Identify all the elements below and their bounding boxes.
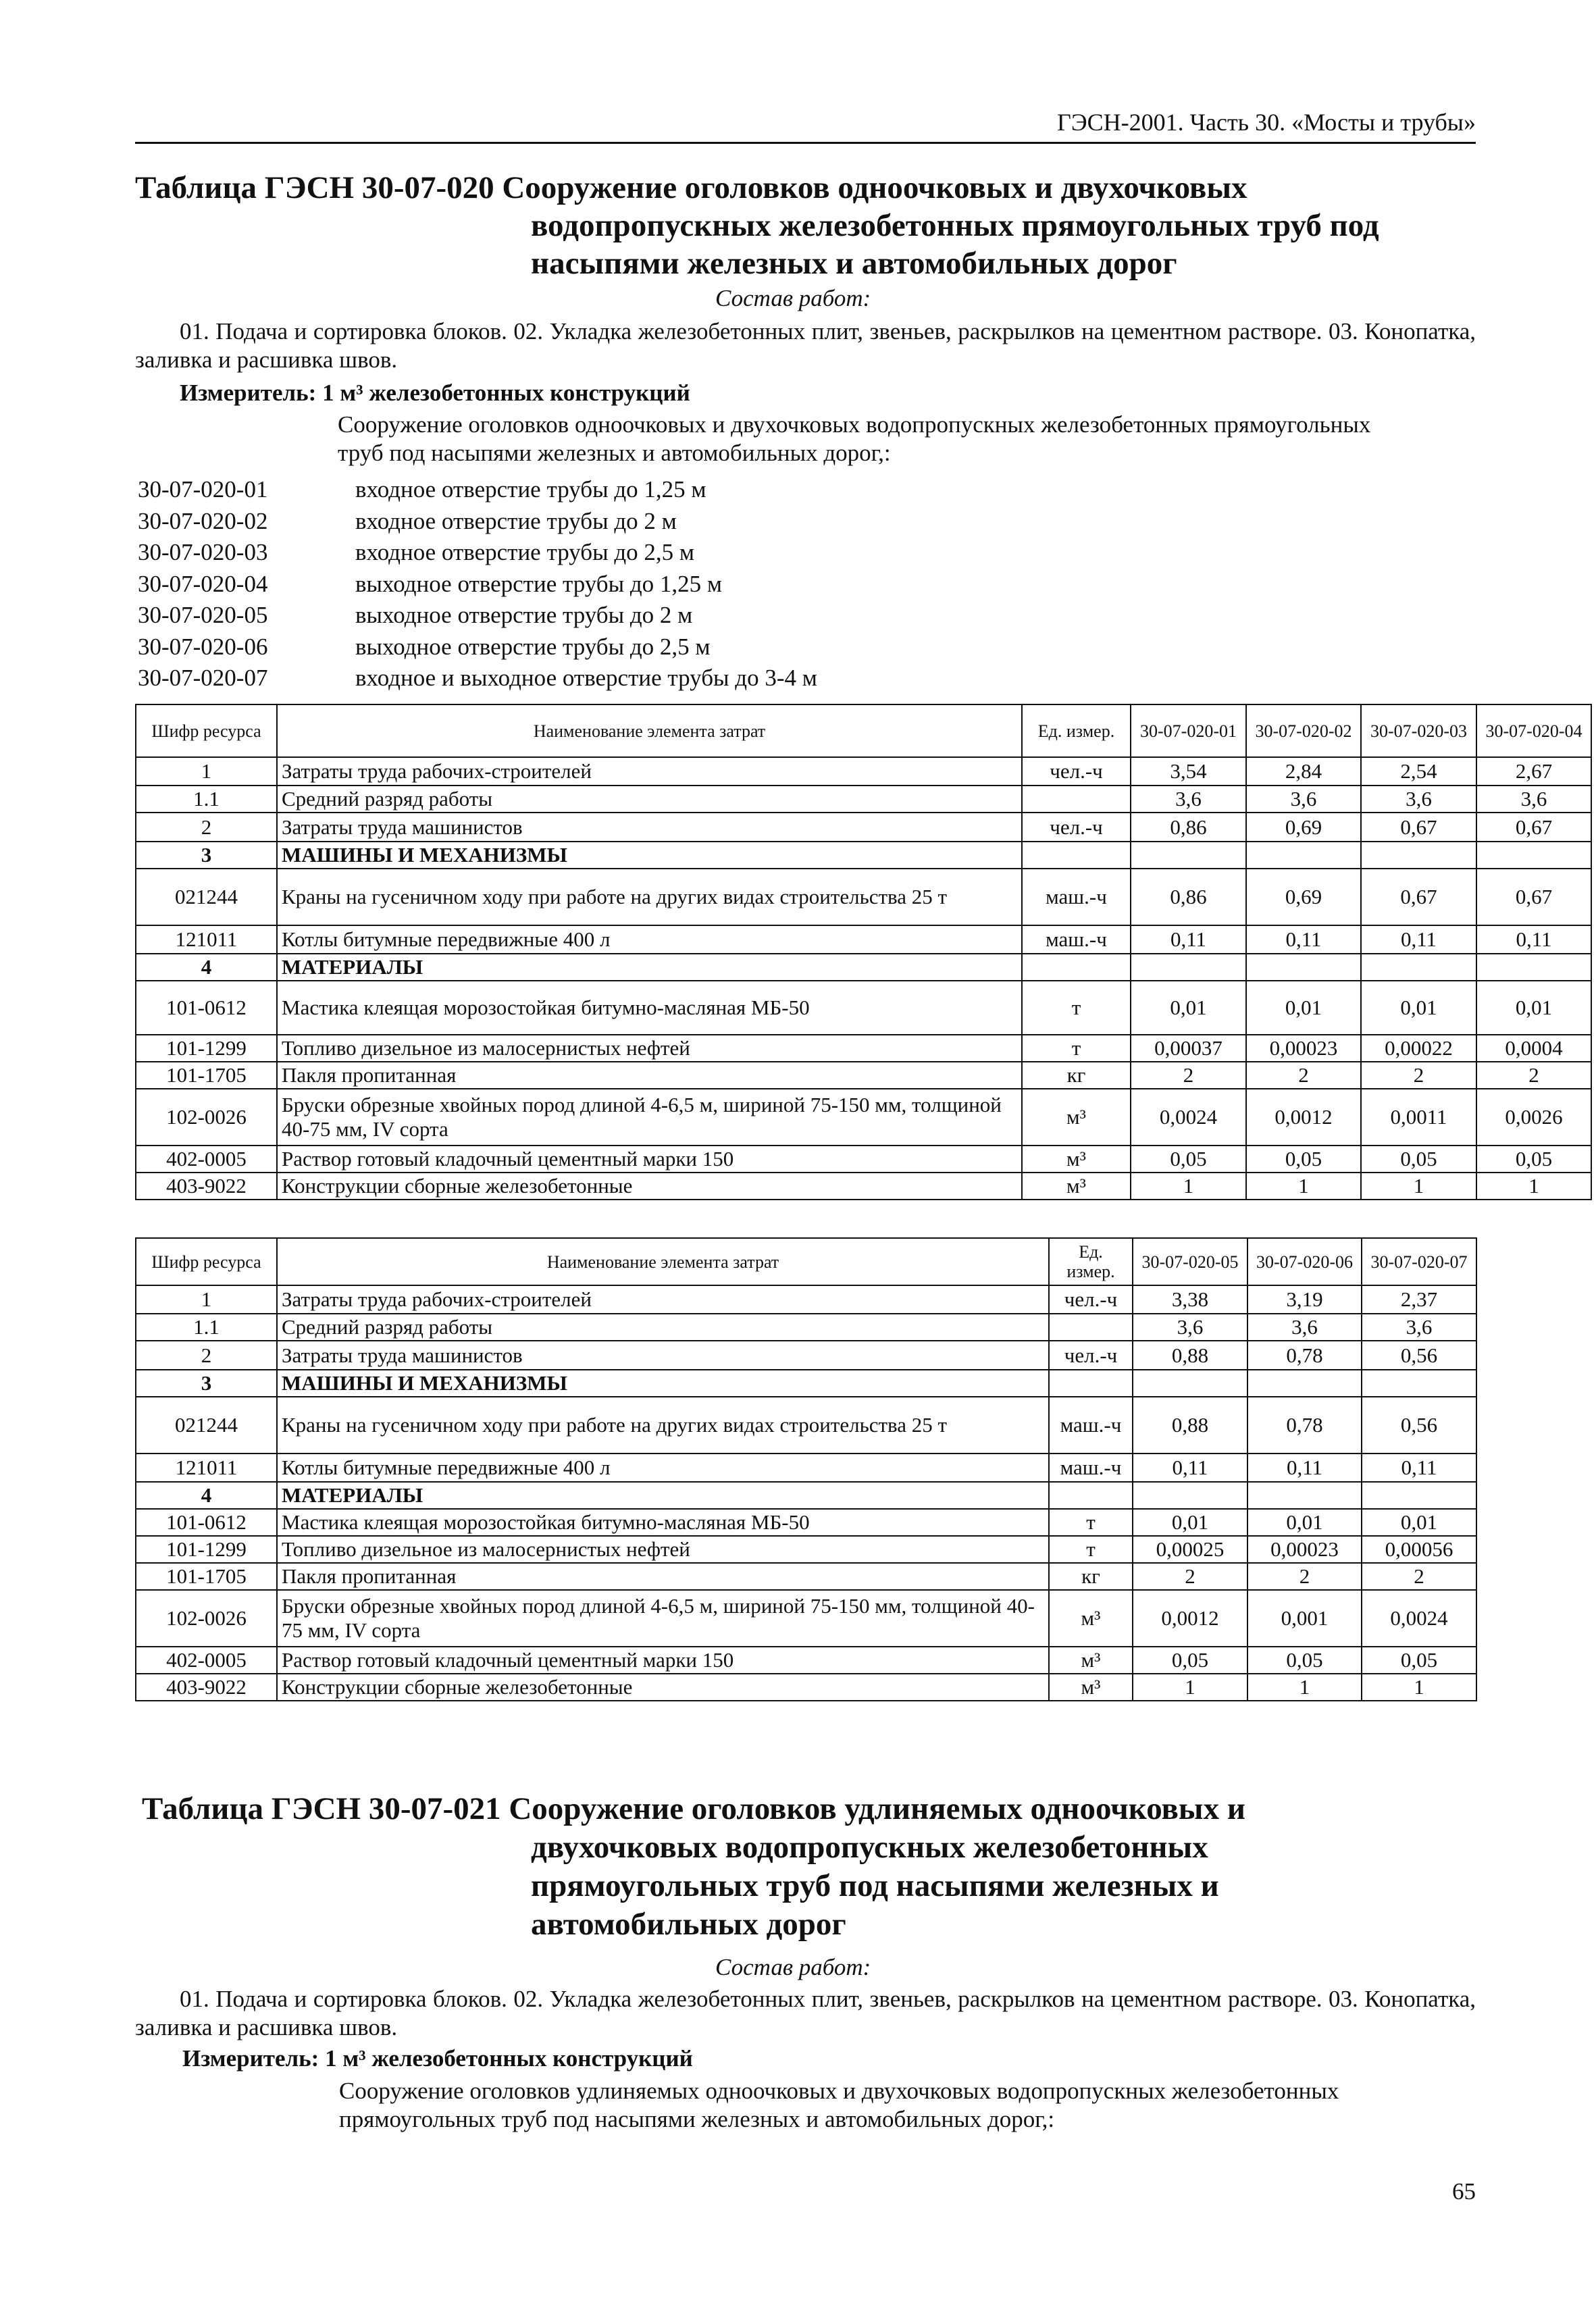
norm-value-cell: 0,05: [1133, 1647, 1247, 1674]
resource-code-cell: 021244: [136, 869, 277, 925]
cost-element-cell: Бруски обрезные хвойных пород длиной 4-6,5 м, шириной 75-150 мм, толщиной 40-75 мм, IV сорта: [277, 1089, 1022, 1146]
norm-value-cell: [1362, 1370, 1476, 1397]
unit-cell: м³: [1049, 1647, 1133, 1674]
norm-value-cell: 1: [1247, 1674, 1362, 1701]
norm-value-cell: 0,00037: [1131, 1035, 1246, 1062]
norm-value-cell: 0,56: [1362, 1341, 1476, 1370]
cost-element-cell: Краны на гусеничном ходу при работе на других видах строительства 25 т: [277, 869, 1022, 925]
table-row: [136, 1647, 1476, 1674]
table-row: [136, 786, 1591, 813]
cost-element-cell: Пакля пропитанная: [277, 1563, 1049, 1590]
norm-value-cell: 3,6: [1246, 786, 1361, 813]
resource-code-cell: 403-9022: [136, 1173, 277, 1200]
unit-cell: м³: [1022, 1089, 1131, 1146]
norm-value-cell: 0,01: [1131, 981, 1246, 1035]
resource-code-cell: 2: [136, 813, 277, 842]
code-list-item: 30-07-020-05 выходное отверстие трубы до 2 м: [138, 602, 693, 628]
norm-value-cell: 2: [1361, 1062, 1476, 1089]
table-020-work-label: Состав работ:: [715, 285, 871, 311]
table-row: [136, 1314, 1476, 1341]
cost-element-cell: Котлы битумные передвижные 400 л: [277, 1454, 1049, 1482]
unit-cell: маш.-ч: [1022, 869, 1131, 925]
norm-value-cell: 3,6: [1361, 786, 1476, 813]
header-norm-code: 30-07-020-04: [1476, 704, 1591, 757]
norm-value-cell: 0,01: [1246, 981, 1361, 1035]
norm-value-cell: 0,11: [1476, 925, 1591, 954]
resource-code-cell: 403-9022: [136, 1674, 277, 1701]
table-row: [136, 1397, 1476, 1454]
table-020-work-text: 01. Подача и сортировка блоков. 02. Укладка железобетонных плит, звеньев, раскрылков на цементном растворе. 03. Конопатка, заливка и расшивка швов.: [135, 318, 1476, 373]
resource-code-cell: 102-0026: [136, 1590, 277, 1647]
cost-element-cell: Бруски обрезные хвойных пород длиной 4-6,5 м, шириной 75-150 мм, толщиной 40-75 мм, IV сорта: [277, 1590, 1049, 1647]
norm-value-cell: 2,84: [1246, 757, 1361, 786]
norm-value-cell: 0,78: [1247, 1397, 1362, 1454]
norm-value-cell: [1361, 842, 1476, 869]
norm-value-cell: 0,01: [1247, 1509, 1362, 1536]
unit-cell: [1049, 1370, 1133, 1397]
norm-value-cell: 0,88: [1133, 1341, 1247, 1370]
table-row: [136, 1674, 1476, 1701]
cost-element-cell: Затраты труда рабочих-строителей: [277, 1285, 1049, 1314]
norm-value-cell: 0,78: [1247, 1341, 1362, 1370]
code-list-item: 30-07-020-07 входное и выходное отверстие трубы до 3-4 м: [138, 665, 817, 691]
table-020-description: Сооружение оголовков одноочковых и двухочковых водопропускных железобетонных прямоугольных труб под насыпями железных и автомобильных дорог,:: [338, 411, 1371, 466]
norm-value-cell: 0,00056: [1362, 1536, 1476, 1563]
norm-value-cell: 0,11: [1362, 1454, 1476, 1482]
norm-value-cell: 1: [1246, 1173, 1361, 1200]
table-021-title: [142, 1790, 1476, 1945]
table-section-row: [136, 1370, 1476, 1397]
norm-value-cell: 0,86: [1131, 813, 1246, 842]
norm-value-cell: 0,11: [1361, 925, 1476, 954]
norm-value-cell: 3,6: [1247, 1314, 1362, 1341]
cost-element-cell: Конструкции сборные железобетонные: [277, 1173, 1022, 1200]
norm-value-cell: 0,01: [1133, 1509, 1247, 1536]
cost-element-cell: Раствор готовый кладочный цементный марки 150: [277, 1146, 1022, 1173]
unit-cell: маш.-ч: [1022, 925, 1131, 954]
unit-cell: м³: [1049, 1590, 1133, 1647]
header-norm-code: 30-07-020-05: [1133, 1238, 1247, 1285]
norm-value-cell: [1362, 1482, 1476, 1509]
header-unit: Ед. измер.: [1022, 704, 1131, 757]
table-020-code-list: [138, 476, 1151, 696]
norm-value-cell: 2,37: [1362, 1285, 1476, 1314]
unit-cell: кг: [1022, 1062, 1131, 1089]
resource-table-1: [135, 704, 1592, 1200]
norm-value-cell: 0,0011: [1361, 1089, 1476, 1146]
unit-cell: м³: [1049, 1674, 1133, 1701]
norm-value-cell: 2: [1133, 1563, 1247, 1590]
norm-value-cell: 0,11: [1131, 925, 1246, 954]
table-row: [136, 813, 1591, 842]
header-norm-code: 30-07-020-02: [1246, 704, 1361, 757]
code-list-item: 30-07-020-04 выходное отверстие трубы до 1,25 м: [138, 570, 723, 597]
norm-value-cell: [1133, 1370, 1247, 1397]
table-row: [136, 757, 1591, 786]
norm-value-cell: 0,00025: [1133, 1536, 1247, 1563]
cost-element-cell: Затраты труда машинистов: [277, 1341, 1049, 1370]
unit-cell: чел.-ч: [1049, 1285, 1133, 1314]
norm-value-cell: [1246, 954, 1361, 981]
cost-element-cell: Мастика клеящая морозостойкая битумно-масляная МБ-50: [277, 1509, 1049, 1536]
norm-value-cell: 0,11: [1246, 925, 1361, 954]
resource-code-cell: 121011: [136, 1454, 277, 1482]
norm-value-cell: 0,0024: [1131, 1089, 1246, 1146]
resource-code-cell: 101-1299: [136, 1035, 277, 1062]
norm-value-cell: [1246, 842, 1361, 869]
norm-value-cell: [1131, 954, 1246, 981]
norm-value-cell: 0,69: [1246, 869, 1361, 925]
code-list-item: 30-07-020-02 входное отверстие трубы до 2 м: [138, 507, 677, 534]
norm-value-cell: 2: [1362, 1563, 1476, 1590]
unit-cell: м³: [1022, 1173, 1131, 1200]
norm-value-cell: 0,67: [1361, 813, 1476, 842]
table-row: [136, 1509, 1476, 1536]
table-row: [136, 869, 1591, 925]
table-021-work-text: 01. Подача и сортировка блоков. 02. Укладка железобетонных плит, звеньев, раскрылков на цементном растворе. 03. Конопатка, заливка и расшивка швов.: [135, 1986, 1476, 2040]
norm-value-cell: 0,11: [1247, 1454, 1362, 1482]
norm-value-cell: [1133, 1482, 1247, 1509]
norm-value-cell: 0,05: [1361, 1146, 1476, 1173]
norm-value-cell: 0,0024: [1362, 1590, 1476, 1647]
table-021-title-line-2: двухочковых водопропускных железобетонных: [531, 1830, 1208, 1865]
unit-cell: [1022, 954, 1131, 981]
table-row: [136, 1089, 1591, 1146]
table-021-title-line-4: автомобильных дорог: [531, 1907, 846, 1942]
header-norm-code: 30-07-020-01: [1131, 704, 1246, 757]
norm-value-cell: 0,001: [1247, 1590, 1362, 1647]
norm-value-cell: 3,6: [1362, 1314, 1476, 1341]
unit-cell: т: [1022, 1035, 1131, 1062]
norm-value-cell: 0,67: [1361, 869, 1476, 925]
header-cost-element: Наименование элемента затрат: [277, 1238, 1049, 1285]
code-list-item: 30-07-020-06 выходное отверстие трубы до 2,5 м: [138, 633, 711, 660]
norm-value-cell: 2,54: [1361, 757, 1476, 786]
norm-value-cell: 0,00022: [1361, 1035, 1476, 1062]
cost-element-cell: МАШИНЫ И МЕХАНИЗМЫ: [277, 1370, 1049, 1397]
norm-value-cell: 1: [1133, 1674, 1247, 1701]
norm-value-cell: 1: [1476, 1173, 1591, 1200]
unit-cell: т: [1022, 981, 1131, 1035]
cost-element-cell: Конструкции сборные железобетонные: [277, 1674, 1049, 1701]
resource-code-cell: 2: [136, 1341, 277, 1370]
cost-element-cell: Затраты труда машинистов: [277, 813, 1022, 842]
norm-value-cell: 0,01: [1476, 981, 1591, 1035]
unit-cell: [1049, 1482, 1133, 1509]
norm-value-cell: 3,54: [1131, 757, 1246, 786]
header-norm-code: 30-07-020-06: [1247, 1238, 1362, 1285]
resource-code-cell: 1: [136, 757, 277, 786]
norm-value-cell: 0,05: [1247, 1647, 1362, 1674]
resource-code-cell: 402-0005: [136, 1647, 277, 1674]
table-row: [136, 1563, 1476, 1590]
norm-value-cell: [1476, 842, 1591, 869]
table-row: [136, 1146, 1591, 1173]
table-row: [136, 1341, 1476, 1370]
cost-element-cell: Средний разряд работы: [277, 786, 1022, 813]
norm-value-cell: 0,0012: [1246, 1089, 1361, 1146]
cost-element-cell: Затраты труда рабочих-строителей: [277, 757, 1022, 786]
norm-value-cell: 0,69: [1246, 813, 1361, 842]
unit-cell: [1022, 842, 1131, 869]
norm-value-cell: 3,6: [1131, 786, 1246, 813]
code-list-item: 30-07-020-01 входное отверстие трубы до 1,25 м: [138, 476, 706, 503]
cost-element-cell: Котлы битумные передвижные 400 л: [277, 925, 1022, 954]
table-row: [136, 1035, 1591, 1062]
resource-code-cell: 4: [136, 1482, 277, 1509]
norm-value-cell: 0,01: [1361, 981, 1476, 1035]
table-020-title-line-2: водопропускных железобетонных прямоугольных труб под: [531, 208, 1379, 243]
table-021-measure: Измеритель: 1 м³ железобетонных конструкций: [182, 2045, 693, 2072]
norm-value-cell: 0,00023: [1246, 1035, 1361, 1062]
cost-element-cell: Топливо дизельное из малосернистых нефтей: [277, 1536, 1049, 1563]
header-resource-code: Шифр ресурса: [136, 704, 277, 757]
cost-element-cell: Топливо дизельное из малосернистых нефтей: [277, 1035, 1022, 1062]
norm-value-cell: 0,67: [1476, 869, 1591, 925]
cost-element-cell: МАШИНЫ И МЕХАНИЗМЫ: [277, 842, 1022, 869]
unit-cell: чел.-ч: [1022, 813, 1131, 842]
unit-cell: чел.-ч: [1022, 757, 1131, 786]
cost-element-cell: МАТЕРИАЛЫ: [277, 1482, 1049, 1509]
header-rule: [135, 142, 1476, 144]
unit-cell: [1022, 786, 1131, 813]
norm-value-cell: 0,05: [1476, 1146, 1591, 1173]
table-section-row: [136, 954, 1591, 981]
norm-value-cell: 0,11: [1133, 1454, 1247, 1482]
table-021-work-label: Состав работ:: [715, 1954, 871, 1980]
table-row: [136, 925, 1591, 954]
table-row: [136, 1536, 1476, 1563]
cost-element-cell: Раствор готовый кладочный цементный марки 150: [277, 1647, 1049, 1674]
norm-value-cell: 3,6: [1133, 1314, 1247, 1341]
table-020-title: [135, 169, 1476, 284]
table-020-title-line-1: Таблица ГЭСН 30-07-020 Сооружение оголовков одноочковых и двухочковых: [135, 170, 1247, 205]
resource-code-cell: 101-0612: [136, 981, 277, 1035]
resource-code-cell: 121011: [136, 925, 277, 954]
norm-value-cell: 1: [1361, 1173, 1476, 1200]
norm-value-cell: [1361, 954, 1476, 981]
cost-element-cell: Пакля пропитанная: [277, 1062, 1022, 1089]
norm-value-cell: 2: [1476, 1062, 1591, 1089]
resource-table-2: [135, 1237, 1477, 1701]
norm-value-cell: 2,67: [1476, 757, 1591, 786]
table-row: [136, 1173, 1591, 1200]
resource-code-cell: 101-1299: [136, 1536, 277, 1563]
norm-value-cell: 3,6: [1476, 786, 1591, 813]
unit-cell: маш.-ч: [1049, 1454, 1133, 1482]
table-section-row: [136, 1482, 1476, 1509]
resource-code-cell: 021244: [136, 1397, 277, 1454]
resource-code-cell: 3: [136, 842, 277, 869]
resource-code-cell: 101-0612: [136, 1509, 277, 1536]
norm-value-cell: 0,67: [1476, 813, 1591, 842]
norm-value-cell: 0,0026: [1476, 1089, 1591, 1146]
norm-value-cell: 0,00023: [1247, 1536, 1362, 1563]
norm-value-cell: [1247, 1482, 1362, 1509]
norm-value-cell: 1: [1362, 1674, 1476, 1701]
resource-code-cell: 1.1: [136, 786, 277, 813]
norm-value-cell: 3,19: [1247, 1285, 1362, 1314]
table-020-measure: Измеритель: 1 м³ железобетонных конструкций: [180, 380, 690, 406]
header-norm-code: 30-07-020-07: [1362, 1238, 1476, 1285]
unit-cell: чел.-ч: [1049, 1341, 1133, 1370]
norm-value-cell: 0,88: [1133, 1397, 1247, 1454]
cost-element-cell: Средний разряд работы: [277, 1314, 1049, 1341]
table-021-title-line-3: прямоугольных труб под насыпями железных и: [531, 1868, 1219, 1903]
code-list-item: 30-07-020-03 входное отверстие трубы до 2,5 м: [138, 539, 695, 565]
norm-value-cell: 0,05: [1246, 1146, 1361, 1173]
resource-code-cell: 1: [136, 1285, 277, 1314]
table-row: [136, 981, 1591, 1035]
table-row: [136, 1285, 1476, 1314]
norm-value-cell: 2: [1131, 1062, 1246, 1089]
norm-value-cell: 0,0012: [1133, 1590, 1247, 1647]
resource-code-cell: 3: [136, 1370, 277, 1397]
unit-cell: т: [1049, 1509, 1133, 1536]
cost-element-cell: Краны на гусеничном ходу при работе на других видах строительства 25 т: [277, 1397, 1049, 1454]
resource-code-cell: 402-0005: [136, 1146, 277, 1173]
unit-cell: м³: [1022, 1146, 1131, 1173]
table-row: [136, 1454, 1476, 1482]
header-norm-code: 30-07-020-03: [1361, 704, 1476, 757]
norm-value-cell: 0,05: [1362, 1647, 1476, 1674]
table-row: [136, 1590, 1476, 1647]
norm-value-cell: 0,01: [1362, 1509, 1476, 1536]
norm-value-cell: 0,0004: [1476, 1035, 1591, 1062]
norm-value-cell: [1476, 954, 1591, 981]
cost-element-cell: МАТЕРИАЛЫ: [277, 954, 1022, 981]
unit-cell: маш.-ч: [1049, 1397, 1133, 1454]
header-resource-code: Шифр ресурса: [136, 1238, 277, 1285]
norm-value-cell: 2: [1247, 1563, 1362, 1590]
unit-cell: т: [1049, 1536, 1133, 1563]
unit-cell: кг: [1049, 1563, 1133, 1590]
norm-value-cell: [1247, 1370, 1362, 1397]
resource-code-cell: 102-0026: [136, 1089, 277, 1146]
resource-code-cell: 101-1705: [136, 1062, 277, 1089]
resource-code-cell: 1.1: [136, 1314, 277, 1341]
table-021-description: Сооружение оголовков удлиняемых одноочковых и двухочковых водопропускных железобетонных прямоугольных труб под насыпями железных и автомобильных дорог,:: [339, 2078, 1339, 2132]
table-020-title-line-3: насыпями железных и автомобильных дорог: [531, 246, 1177, 281]
norm-value-cell: 2: [1246, 1062, 1361, 1089]
norm-value-cell: 1: [1131, 1173, 1246, 1200]
table-section-row: [136, 842, 1591, 869]
resource-code-cell: 101-1705: [136, 1563, 277, 1590]
table-row: [136, 1062, 1591, 1089]
cost-element-cell: Мастика клеящая морозостойкая битумно-масляная МБ-50: [277, 981, 1022, 1035]
unit-cell: [1049, 1314, 1133, 1341]
header-cost-element: Наименование элемента затрат: [277, 704, 1022, 757]
norm-value-cell: 0,56: [1362, 1397, 1476, 1454]
norm-value-cell: 0,86: [1131, 869, 1246, 925]
norm-value-cell: [1131, 842, 1246, 869]
table-021-title-line-1: Таблица ГЭСН 30-07-021 Сооружение оголовков удлиняемых одноочковых и: [142, 1791, 1245, 1826]
norm-value-cell: 3,38: [1133, 1285, 1247, 1314]
running-head: ГЭСН-2001. Часть 30. «Мосты и трубы»: [1057, 109, 1476, 136]
header-unit: Ед. измер.: [1049, 1238, 1133, 1285]
resource-code-cell: 4: [136, 954, 277, 981]
norm-value-cell: 0,05: [1131, 1146, 1246, 1173]
page-number: 65: [1452, 2178, 1476, 2205]
